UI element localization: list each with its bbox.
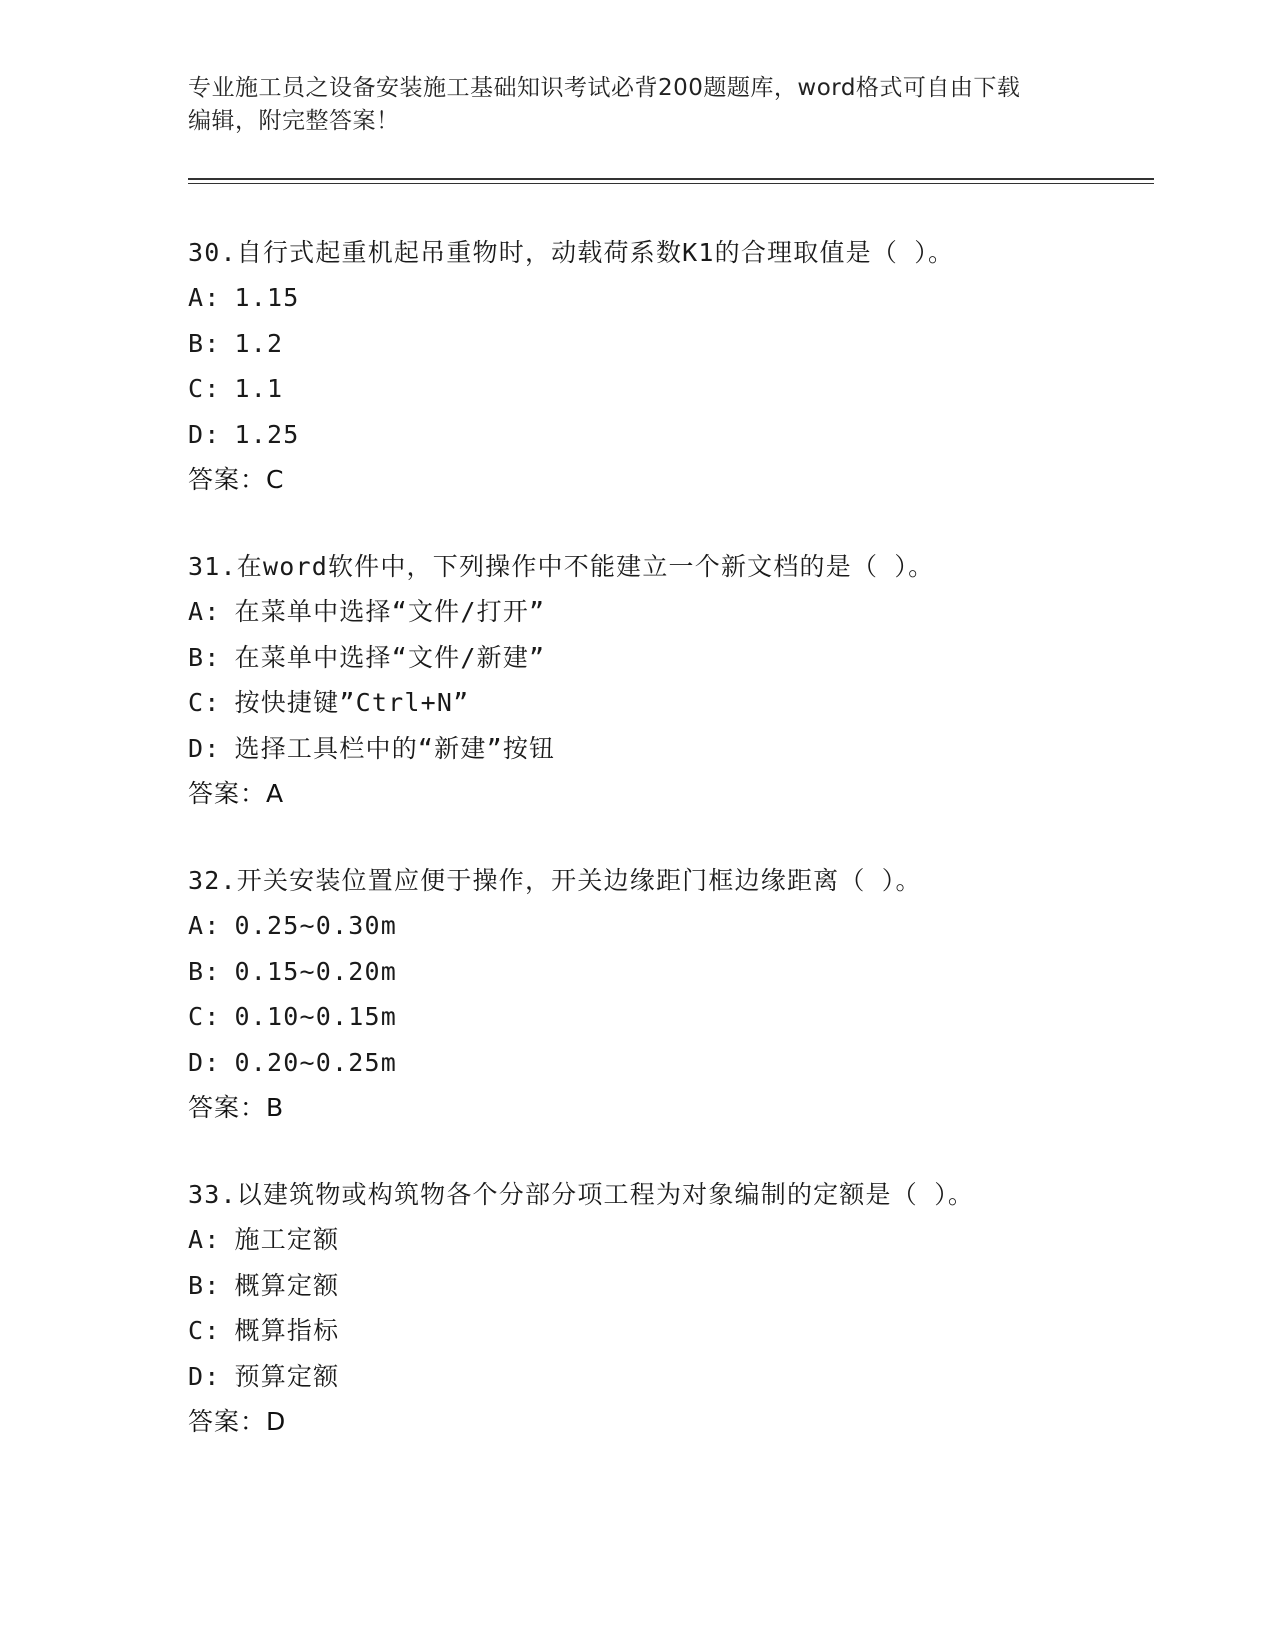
option-key: C: (188, 1002, 221, 1031)
header-divider-thick (188, 178, 1154, 180)
header-line-1: 专业施工员之设备安装施工基础知识考试必背200题题库，word格式可自由下载 (188, 75, 1021, 101)
option-value: 预算定额 (234, 1361, 340, 1391)
option-key: A: (188, 597, 221, 626)
option-value: 0.25~0.30m (234, 911, 398, 940)
option-value: 1.15 (234, 283, 300, 312)
option-b (188, 949, 1148, 995)
option-value: 0.10~0.15m (234, 1002, 398, 1031)
option-value: 在菜单中选择“文件/打开” (234, 597, 546, 626)
option-key: B: (188, 642, 221, 672)
option-key: B: (188, 328, 221, 358)
option-a (188, 903, 1148, 949)
option-key: D: (188, 1361, 221, 1391)
option-b (188, 635, 1148, 681)
option-d (188, 726, 1148, 772)
question-text: 31.在word软件中，下列操作中不能建立一个新文档的是（ ）。 (188, 552, 935, 581)
question-item (188, 1172, 1148, 1444)
option-key: C: (188, 374, 221, 403)
option-a (188, 589, 1148, 635)
option-key: A: (188, 283, 221, 312)
answer-text: 答案：B (188, 1093, 285, 1122)
option-value: 按快捷键”Ctrl+N” (234, 688, 470, 717)
option-value: 概算指标 (234, 1316, 340, 1345)
header-line-2: 编辑，附完整答案！ (188, 108, 400, 134)
option-b (188, 1263, 1148, 1309)
option-c (188, 994, 1148, 1040)
answer-text: 答案：C (188, 465, 285, 494)
option-value: 1.2 (234, 328, 284, 358)
option-a (188, 1217, 1148, 1263)
answer-text: 答案：A (188, 779, 285, 808)
option-a (188, 275, 1148, 321)
header-divider-thin (188, 183, 1154, 184)
option-key: B: (188, 1270, 221, 1300)
option-value: 概算定额 (234, 1270, 340, 1300)
option-value: 0.20~0.25m (234, 1047, 398, 1077)
option-key: A: (188, 1225, 221, 1254)
question-item (188, 544, 1148, 816)
question-text: 33.以建筑物或构筑物各个分部分项工程为对象编制的定额是（ ）。 (188, 1180, 975, 1209)
document-header (188, 72, 1068, 138)
option-key: A: (188, 911, 221, 940)
question-item (188, 858, 1148, 1130)
option-d (188, 1354, 1148, 1400)
option-value: 在菜单中选择“文件/新建” (234, 642, 546, 672)
option-value: 1.25 (234, 419, 300, 449)
question-item (188, 230, 1148, 502)
option-key: D: (188, 1047, 221, 1077)
option-key: D: (188, 419, 221, 449)
option-d (188, 412, 1148, 458)
option-key: C: (188, 1316, 221, 1345)
option-d (188, 1040, 1148, 1086)
question-list (188, 230, 1148, 1444)
option-value: 1.1 (234, 374, 284, 403)
option-c (188, 680, 1148, 726)
option-b (188, 321, 1148, 367)
question-text: 32.开关安装位置应便于操作，开关边缘距门框边缘距离（ ）。 (188, 866, 922, 895)
option-value: 施工定额 (234, 1225, 340, 1254)
option-key: C: (188, 688, 221, 717)
option-value: 选择工具栏中的“新建”按钮 (234, 733, 556, 763)
option-value: 0.15~0.20m (234, 956, 398, 986)
option-key: B: (188, 956, 221, 986)
option-key: D: (188, 733, 221, 763)
option-c (188, 366, 1148, 412)
option-c (188, 1308, 1148, 1354)
question-text: 30.自行式起重机起吊重物时，动载荷系数K1的合理取值是（ ）。 (188, 238, 955, 267)
answer-text: 答案：D (188, 1407, 287, 1436)
